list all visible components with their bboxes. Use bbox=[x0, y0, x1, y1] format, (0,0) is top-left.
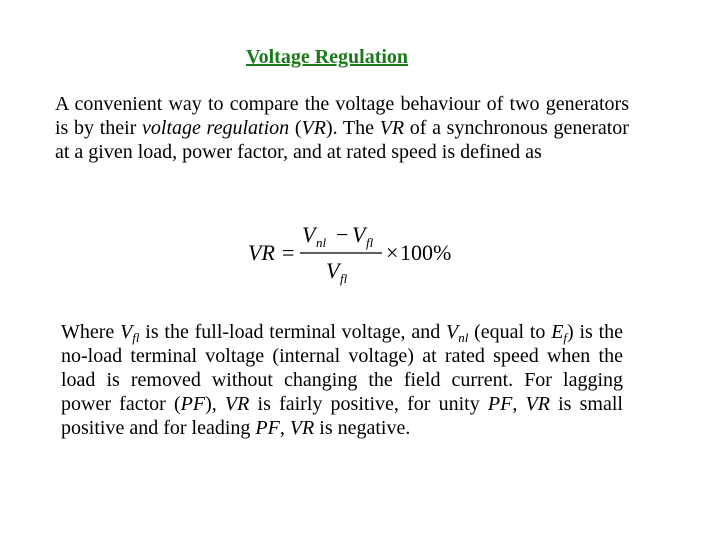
definition-paragraph bbox=[61, 320, 623, 440]
intro-text-3: ). The bbox=[325, 117, 380, 139]
intro-text-1: A convenient way to compare the voltage behaviour of two generators is by their bbox=[55, 93, 629, 139]
formula-num-sub2: fl bbox=[366, 235, 374, 250]
slide-title: Voltage Regulation bbox=[246, 46, 409, 68]
body-term-pf-3: PF bbox=[255, 417, 280, 439]
formula-den-sub: fl bbox=[340, 271, 348, 286]
intro-text-4: of a synchronous generator at a given load, power factor, and at rated speed is defined as bbox=[55, 117, 629, 163]
intro-term-vr-2: VR bbox=[379, 117, 405, 139]
body-text-6: is fairly positive, for unity bbox=[249, 393, 488, 415]
intro-text-2: ( bbox=[289, 117, 302, 139]
intro-term-vr: VR bbox=[301, 117, 326, 139]
formula-den-v: V bbox=[326, 258, 340, 283]
body-sub-nl: nl bbox=[458, 330, 469, 345]
body-sub-fl: fl bbox=[132, 330, 140, 345]
formula-num-v2: V bbox=[352, 222, 366, 247]
body-var-v-fl: V bbox=[120, 321, 133, 343]
body-text-9: , bbox=[279, 417, 290, 439]
formula-times: × bbox=[386, 240, 399, 265]
body-term-vr-3: VR bbox=[289, 417, 315, 439]
formula-equals: = bbox=[282, 240, 295, 265]
body-term-pf-2: PF bbox=[487, 393, 513, 415]
body-sub-f: f bbox=[563, 330, 568, 345]
body-var-v-nl: V bbox=[445, 321, 459, 343]
body-text-2: is the full-load terminal voltage, and bbox=[139, 321, 446, 343]
formula-percent: 100% bbox=[400, 240, 452, 265]
body-var-e-f: E bbox=[551, 321, 564, 343]
body-text-3: (equal to bbox=[468, 321, 552, 343]
body-term-pf: PF bbox=[180, 393, 206, 415]
body-text-1: Where bbox=[61, 321, 121, 343]
body-text-4: ) is the no-load terminal voltage (internal voltage) at rated speed when the load is removed without changing the field current. For lagging power factor ( bbox=[61, 321, 624, 415]
formula-minus: − bbox=[336, 222, 349, 247]
body-term-vr: VR bbox=[224, 393, 250, 415]
formula-lhs: VR bbox=[248, 240, 275, 265]
body-text-8: is small positive and for leading bbox=[61, 393, 623, 439]
intro-paragraph bbox=[55, 92, 629, 164]
intro-term-voltage-regulation: voltage regulation bbox=[142, 117, 290, 139]
body-text-5: ), bbox=[205, 393, 225, 415]
body-text-7: , bbox=[512, 393, 526, 415]
body-term-vr-2: VR bbox=[525, 393, 550, 415]
body-text-10: is negative. bbox=[314, 417, 411, 439]
formula-num-sub1: nl bbox=[316, 235, 327, 250]
voltage-regulation-formula bbox=[246, 220, 466, 292]
formula-num-v1: V bbox=[302, 222, 316, 247]
